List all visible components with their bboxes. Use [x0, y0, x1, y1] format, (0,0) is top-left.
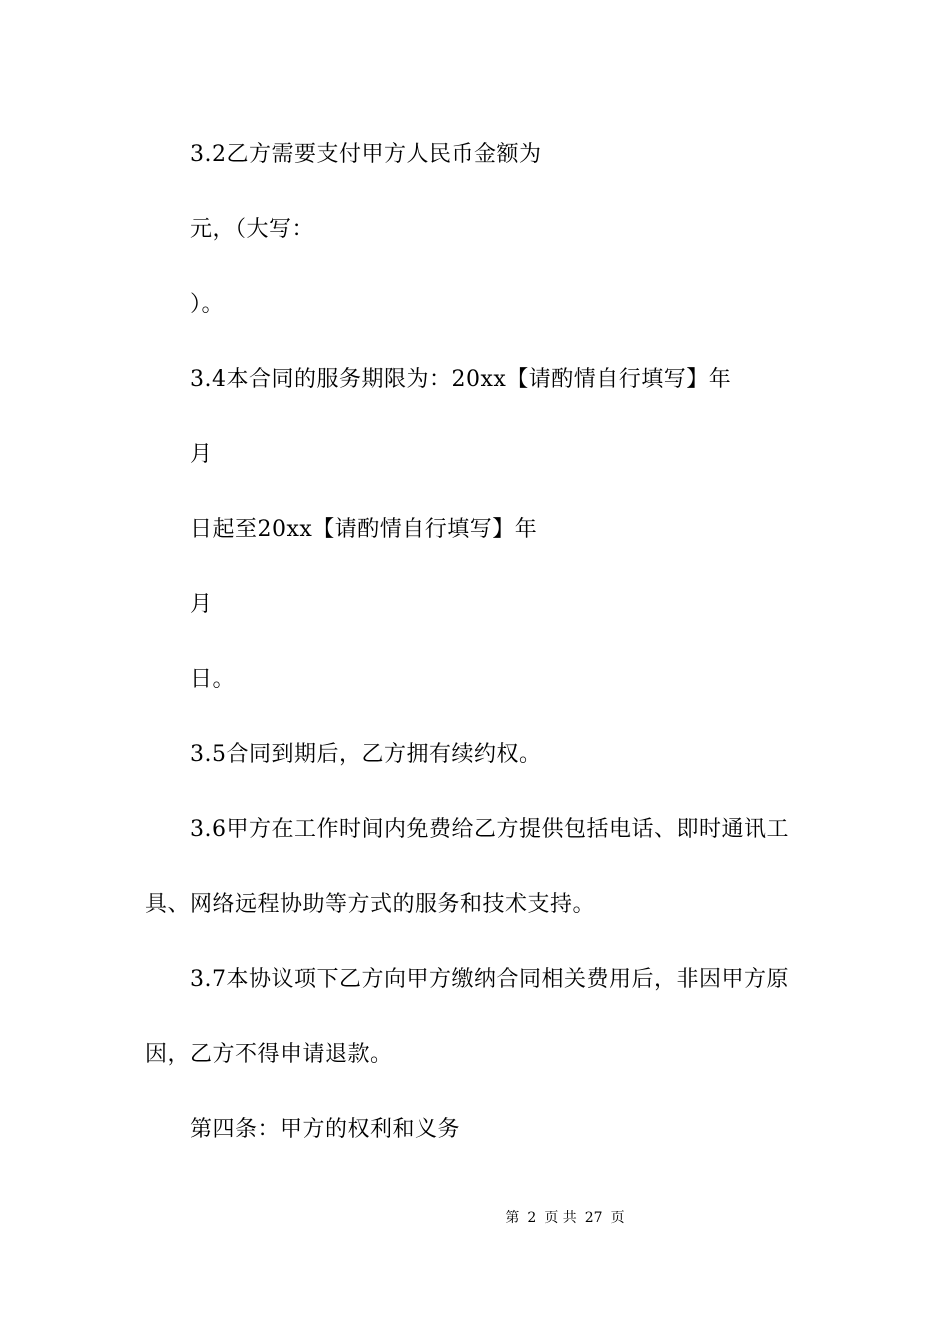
paragraph-line: ）。	[190, 292, 225, 317]
paragraph-line: 3.6甲方在工作时间内免费给乙方提供包括电话、即时通讯工	[190, 817, 789, 842]
paragraph-line: 日。	[190, 667, 236, 692]
footer-current-page: 2	[527, 1210, 537, 1226]
paragraph-line: 3.2乙方需要支付甲方人民币金额为	[190, 142, 542, 167]
paragraph-line: 因，乙方不得申请退款。	[145, 1042, 393, 1067]
paragraph-line: 月	[190, 442, 213, 467]
footer-prefix: 第	[505, 1210, 520, 1226]
paragraph-line: 月	[190, 592, 213, 617]
paragraph-line: 3.7本协议项下乙方向甲方缴纳合同相关费用后，非因甲方原	[190, 967, 789, 992]
footer-middle: 页 共	[544, 1210, 577, 1226]
paragraph-line: 日起至20xx【请酌情自行填写】年	[190, 517, 538, 542]
paragraph-line: 3.5合同到期后，乙方拥有续约权。	[190, 742, 542, 767]
footer-suffix: 页	[610, 1210, 625, 1226]
footer-total-pages: 27	[584, 1210, 603, 1226]
paragraph-line: 具、网络远程协助等方式的服务和技术支持。	[145, 892, 596, 917]
paragraph-line: 3.4本合同的服务期限为：20xx【请酌情自行填写】年	[190, 367, 732, 392]
paragraph-line: 元，（大写：	[190, 217, 315, 242]
page-footer	[0, 1208, 950, 1228]
section-heading: 第四条：甲方的权利和义务	[190, 1117, 461, 1142]
